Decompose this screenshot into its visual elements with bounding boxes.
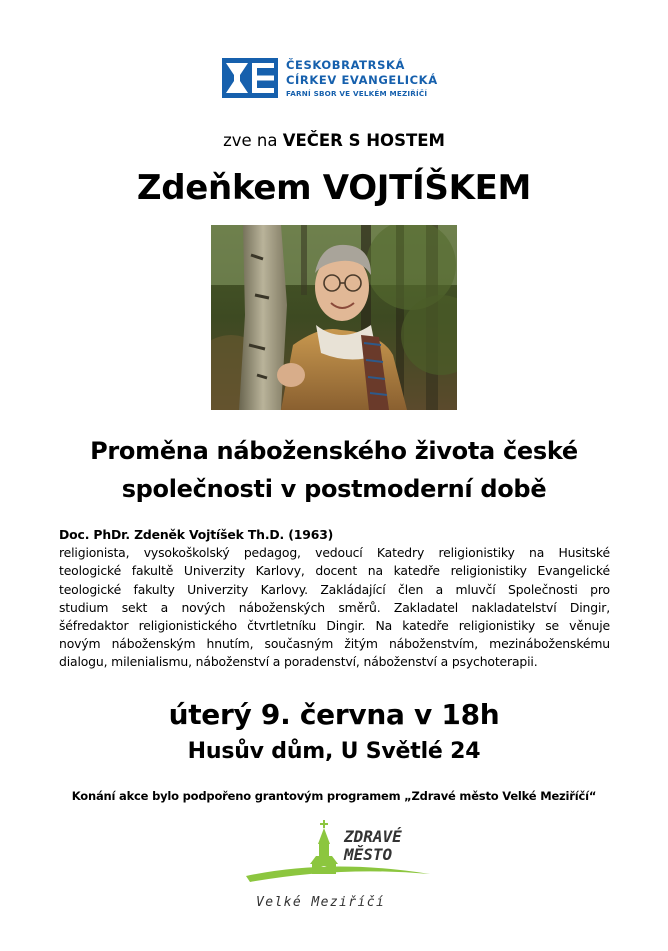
invitation-prefix: zve na	[223, 131, 283, 150]
parish-name: FARNÍ SBOR VE VELKÉM MEZIŘÍČÍ	[286, 89, 428, 98]
church-logo	[222, 58, 438, 102]
grant-support-note: Konání akce bylo podpořeno grantovým programem „Zdravé město Velké Meziříčí“	[71, 789, 597, 803]
bio-line: teologické fakultě Univerzity Karlovy, docent na katedře religionistiky Evangelické	[59, 563, 610, 579]
healthy-city-town: Velké Meziříčí	[256, 895, 386, 910]
healthy-city-word2: MĚSTO	[344, 845, 393, 864]
bio-line: novým náboženským hnutím, současným žitým náboženstvím, mezináboženskému	[59, 636, 610, 652]
church-name-line2: CÍRKEV EVANGELICKÁ	[286, 73, 438, 87]
cross-chalice-icon	[222, 58, 278, 98]
church-name	[286, 58, 438, 100]
church-name-line1: ČESKOBRATRSKÁ	[286, 58, 405, 72]
invitation-line	[0, 130, 668, 152]
church-tower-icon	[310, 820, 338, 874]
bio-name-line: Doc. PhDr. Zdeněk Vojtíšek Th.D. (1963)	[59, 527, 334, 542]
guest-photo	[211, 225, 457, 410]
guest-bio	[59, 526, 610, 672]
bio-line: šéfredaktor religionistického čtvrtletníku Dingir. Na katedře religionistiky se věnuje	[59, 618, 610, 634]
bio-line: religionista, vysokoškolský pedagog, vedoucí Katedry religionistiky na Husitské	[59, 545, 610, 561]
event-venue: Husův dům, U Světlé 24	[187, 739, 481, 764]
event-type: VEČER S HOSTEM	[282, 131, 445, 150]
bio-line: studium sekt a nových náboženských směrů. Zakladatel nakladatelství Dingir,	[59, 599, 610, 615]
bio-line: dialogu, milenialismu, náboženství a poradenství, náboženství a psychoterapii.	[59, 654, 538, 670]
bio-line: teologické fakulty Univerzity Karlovy. Zakládající člen a mluvčí Společnosti pro	[59, 581, 610, 597]
guest-name: Zdeňkem VOJTÍŠKEM	[136, 168, 532, 208]
event-date-time: úterý 9. června v 18h	[168, 698, 500, 731]
healthy-city-logo	[240, 818, 440, 928]
talk-title	[0, 432, 668, 508]
healthy-city-word1: ZDRAVÉ	[344, 827, 402, 846]
talk-title-line1: Proměna náboženského života české	[90, 437, 578, 465]
talk-title-line2: společnosti v postmoderní době	[121, 475, 547, 503]
